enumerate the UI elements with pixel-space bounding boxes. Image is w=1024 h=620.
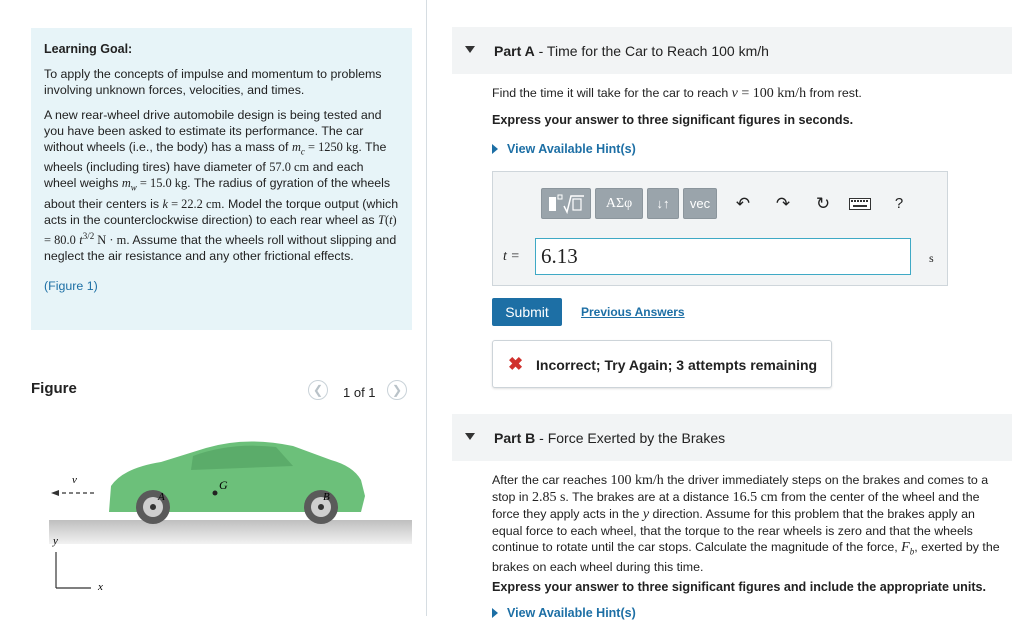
desc-text-6: . Assume that the wheels roll without slipping and neglect the air resistance and any other frictional effects. [44,233,397,264]
mc-symbol: m [291,140,301,154]
k-symbol: k [162,196,168,211]
part-b-hint-label[interactable]: View Available Hint(s) [507,606,636,620]
diameter-value: 57.0 cm [269,160,310,175]
part-a-qval: = 100 km/h [737,86,807,101]
figure-header [31,377,412,405]
part-a-hint[interactable] [492,142,636,156]
label-v: v [72,474,77,486]
figure-link-close: ) [93,279,98,294]
part-a-q2: from rest. [809,86,862,100]
part-a-question [492,85,1012,102]
part-a-label: Part A [494,43,535,59]
front-wheel [136,490,170,524]
keyboard-icon[interactable] [847,188,873,219]
mw-subscript: w [130,182,137,193]
problem-description [44,107,399,264]
part-b-distance: 16.5 cm [732,490,778,505]
desc-text-2: . The wheels (including tires) have diameter of [44,140,387,175]
part-b-question [492,472,1008,575]
k-value: = 22.2 cm [167,196,222,211]
reset-icon[interactable]: ↻ [815,194,831,213]
part-b-title [494,430,725,446]
part-b-F-sub: b [909,546,915,557]
mc-subscript: c [300,146,305,157]
part-b-sep: - [535,430,548,446]
label-x: x [98,581,103,593]
part-b-header[interactable] [452,414,1012,461]
previous-answers-link[interactable]: Previous Answers [581,305,685,319]
answer-label: t = [503,249,520,264]
collapse-arrow-icon[interactable] [465,433,475,440]
part-a-sep: - [534,43,547,59]
answer-unit: s [929,251,934,265]
mw-symbol: m [121,176,131,191]
part-a-q1: Find the time it will take for the car to reach [492,86,729,100]
part-b-b5: direction. Assume for this problem that the brakes apply an equal force to each wheel, that the torque to the rear wheels is zero and that the wheels continue to rotate until the car stops. Calculate the magnitude of the force, [492,507,975,554]
subscript-superscript-button[interactable]: ↓↑ [647,188,679,219]
undo-icon[interactable]: ↶ [735,194,751,213]
vector-button[interactable]: vec [683,188,717,219]
answer-box [492,171,948,286]
desc-text-1: A new rear-wheel drive automobile design is being tested and you have been asked to estimate its performance. The car without wheels (i.e., the body) has a mass of [44,108,382,154]
label-A: A [158,491,165,503]
car-figure [31,440,412,610]
part-a-name: Time for the Car to Reach 100 km/h [546,43,769,59]
part-b-name: Force Exerted by the Brakes [547,430,726,446]
mc-value: = 1250 kg [304,140,359,154]
label-B: B [323,491,330,503]
greek-button[interactable]: ΑΣφ [595,188,643,219]
part-b-hint[interactable] [492,606,636,620]
answer-input[interactable] [535,238,911,275]
part-b-velocity: 100 km/h [610,473,664,488]
part-a-qvar: v [731,86,738,101]
t-symbol: t [389,212,393,227]
T-unit: N · m [94,233,127,248]
label-y: y [53,535,58,547]
part-a-header[interactable] [452,27,1012,74]
part-a-instruction: Express your answer to three significant figures in seconds. [492,113,854,127]
learning-goal-heading: Learning Goal: [44,42,133,56]
part-b-time: 2.85 s [531,490,566,505]
chevron-left-icon[interactable]: ❮ [308,380,328,400]
desc-text-3: and each wheel weighs [44,160,364,191]
feedback-message: Incorrect; Try Again; 3 attempts remaining [536,357,818,373]
figure-link-open: ( [44,279,49,294]
redo-icon[interactable]: ↷ [775,194,791,213]
T-open: ( [384,212,390,227]
part-b-y: y [642,507,650,522]
learning-goal-box [31,28,412,330]
ground [49,520,412,544]
template-icon[interactable] [541,188,591,219]
part-b-F: F [901,540,910,555]
chevron-right-icon[interactable]: ❯ [387,380,407,400]
mw-value: = 15.0 kg [136,176,188,191]
help-icon[interactable]: ? [894,195,904,212]
submit-button[interactable]: Submit [492,298,562,326]
part-b-b2: the driver immediately steps on the brakes and comes to a stop in [492,473,989,504]
label-G: G [219,478,228,492]
part-b-b4: from the center of the wheel and the force they apply acts in the [492,490,980,521]
figure-link-line [44,278,399,294]
expand-triangle-icon [492,144,498,154]
part-b-instruction: Express your answer to three significant figures and include the appropriate units. [492,580,987,594]
learning-goal-intro: To apply the concepts of impulse and momentum to problems involving unknown forces, velocities, and times. [44,67,382,97]
error-icon: ✖ [508,354,524,374]
desc-text-5: . Model the torque output (which acts in the counterclockwise direction) to each rear wheel as [44,196,399,227]
part-b-b3: . The brakes are at a distance [565,490,730,504]
figure-link[interactable]: Figure 1 [48,279,94,294]
feedback-box [492,340,832,388]
part-b-b6: , exerted by the brakes on each wheel during this time. [492,540,1000,575]
part-a-hint-label[interactable]: View Available Hint(s) [507,142,636,156]
desc-text-4: . The radius of gyration of the wheels about their centers is [44,176,391,211]
part-b-label: Part B [494,430,536,446]
T-symbol: T [378,212,385,227]
center-of-mass-dot [213,491,218,496]
expand-triangle-icon [492,608,498,618]
T-exponent: 3/2 [82,230,95,241]
figure-title: Figure [31,380,77,397]
collapse-arrow-icon[interactable] [465,46,475,53]
math-toolbar [541,188,921,222]
part-b-b1: After the car reaches [492,473,608,487]
left-panel [0,0,427,616]
T-mid: ) = 80.0 [44,212,397,248]
rear-wheel [304,490,338,524]
part-a-title [494,43,769,59]
figure-pager: 1 of 1 [343,385,376,400]
t2-symbol: t [79,233,83,248]
velocity-arrow-head [51,490,59,496]
